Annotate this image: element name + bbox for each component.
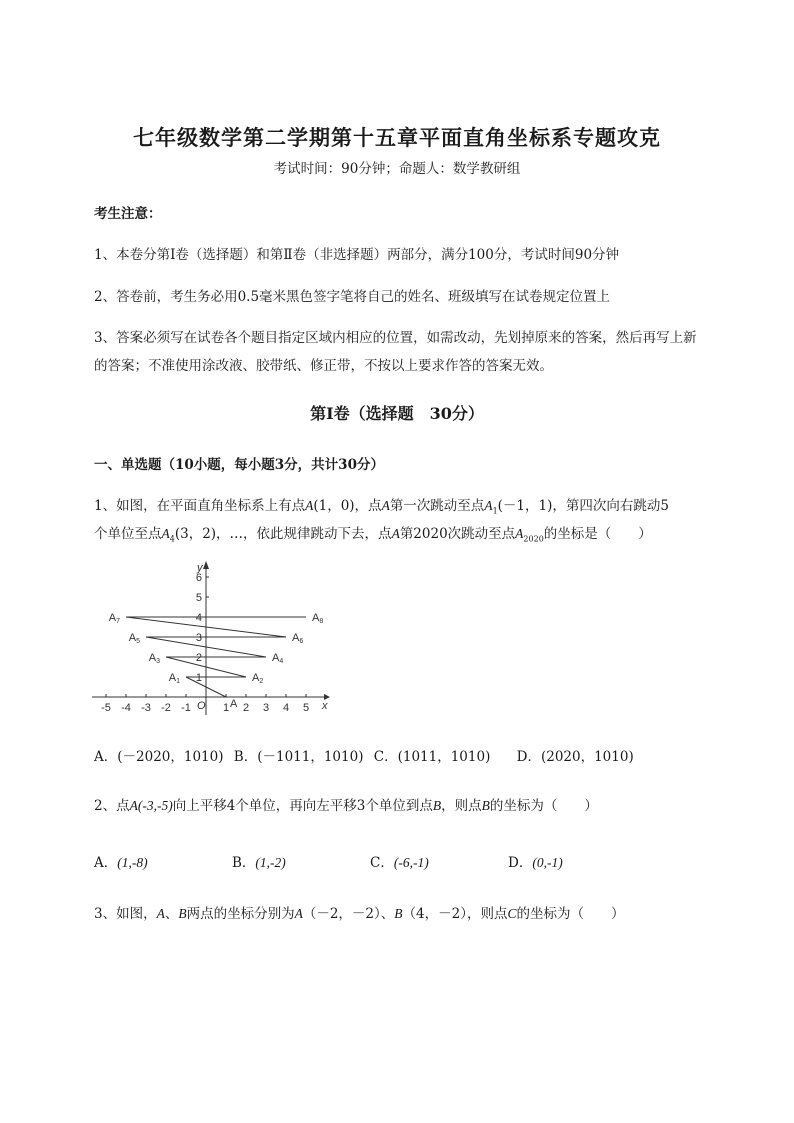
point-label-a: A [230,698,238,710]
note-item-3: 3、答案必须写在试卷各个题目指定区域内相应的位置，如需改动，先划掉原来的答案，然后再写上新 [94,330,697,346]
q2-option-d[interactable]: D．(0,-1) [508,855,563,871]
x-tick-label: -5 [101,702,111,714]
y-tick-label: 2 [195,652,202,664]
y-tick-label: 5 [195,592,202,604]
point-label-a1: A1 [168,672,180,685]
section-heading: 一、单选题（10小题，每小题3分，共计30分） [94,457,384,473]
point-label-a7: A7 [108,612,120,625]
q2-option-a[interactable]: A．(1,-8) [94,855,148,871]
origin-label: O [197,700,206,712]
x-tick-label: 2 [242,702,250,714]
q1-option-c[interactable]: C．(1011，1010) [373,749,491,765]
y-tick-label: 6 [195,572,202,584]
part-title: 第Ⅰ卷（选择题 30分） [310,404,484,423]
y-axis-label: y [197,562,203,574]
exam-info: 考试时间：90分钟；命题人：数学教研组 [273,161,521,177]
x-tick-label: 1 [222,702,230,714]
point-label-a6: A6 [292,632,304,645]
y-tick-label: 3 [195,632,202,644]
point-label-a8: A8 [312,612,324,625]
note-item-3-continued: 的答案；不准使用涂改液、胶带纸、修正带，不按以上要求作答的答案无效。 [94,358,553,374]
question-2-text: 2、点A(-3,-5)向上平移4个单位，再向左平移3个单位到点B，则点B的坐标为（ ） [94,798,598,814]
q1-option-b[interactable]: B．(－1011，1010) [233,749,364,765]
x-tick-label: -3 [141,702,151,714]
x-axis-label: x [322,700,328,712]
point-label-a4: A4 [272,652,284,665]
point-label-a5: A5 [128,632,140,645]
x-tick-label: 5 [302,702,310,714]
q1-option-a[interactable]: A．(－2020，1010) [94,749,224,765]
question-1-options [94,745,634,765]
note-item-1: 1、本卷分第Ⅰ卷（选择题）和第Ⅱ卷（非选择题）两部分，满分100分，考试时间90分钟 [94,247,620,263]
q1-option-d[interactable]: D．(2020，1010) [516,749,634,765]
x-tick-label: -2 [161,702,171,714]
y-axis-arrow [203,561,209,569]
point-label-a3: A3 [148,652,160,665]
x-tick-label: 4 [282,702,290,714]
question-1-line-2: 个单位至点$A_4(3$，2)，…，依此规律跳动下去，点A第2020次跳动至点$A_{2020}$的坐标是（ ） [94,526,652,544]
note-item-2: 2、答卷前，考生务必用0.5毫米黑色签字笔将自己的姓名、班级填写在试卷规定位置上 [94,289,611,305]
x-tick-label: -1 [181,702,191,714]
coordinate-figure [88,557,338,717]
q2-option-c[interactable]: C．(-6,-1) [370,855,429,871]
notes-heading: 考生注意： [94,206,162,222]
y-tick-label: 1 [195,672,202,684]
q2-option-b[interactable]: B．(1,-2) [232,855,286,871]
y-tick-label: 4 [195,612,202,624]
question-3-text: 3、如图，A、B两点的坐标分别为A（－2，－2）、B（4，－2），则点C的坐标为（ ） [94,906,625,922]
page-title: 七年级数学第二学期第十五章平面直角坐标系专题攻克 [133,125,661,150]
question-1-line-1: 1、如图，在平面直角坐标系上有点A(1，0)，点A第一次跳动至点$A_1(-1$，1)，第四次向右跳动5 [94,498,669,516]
point-label-a2: A2 [252,672,264,685]
x-tick-label: -4 [121,702,131,714]
x-tick-label: 3 [262,702,270,714]
